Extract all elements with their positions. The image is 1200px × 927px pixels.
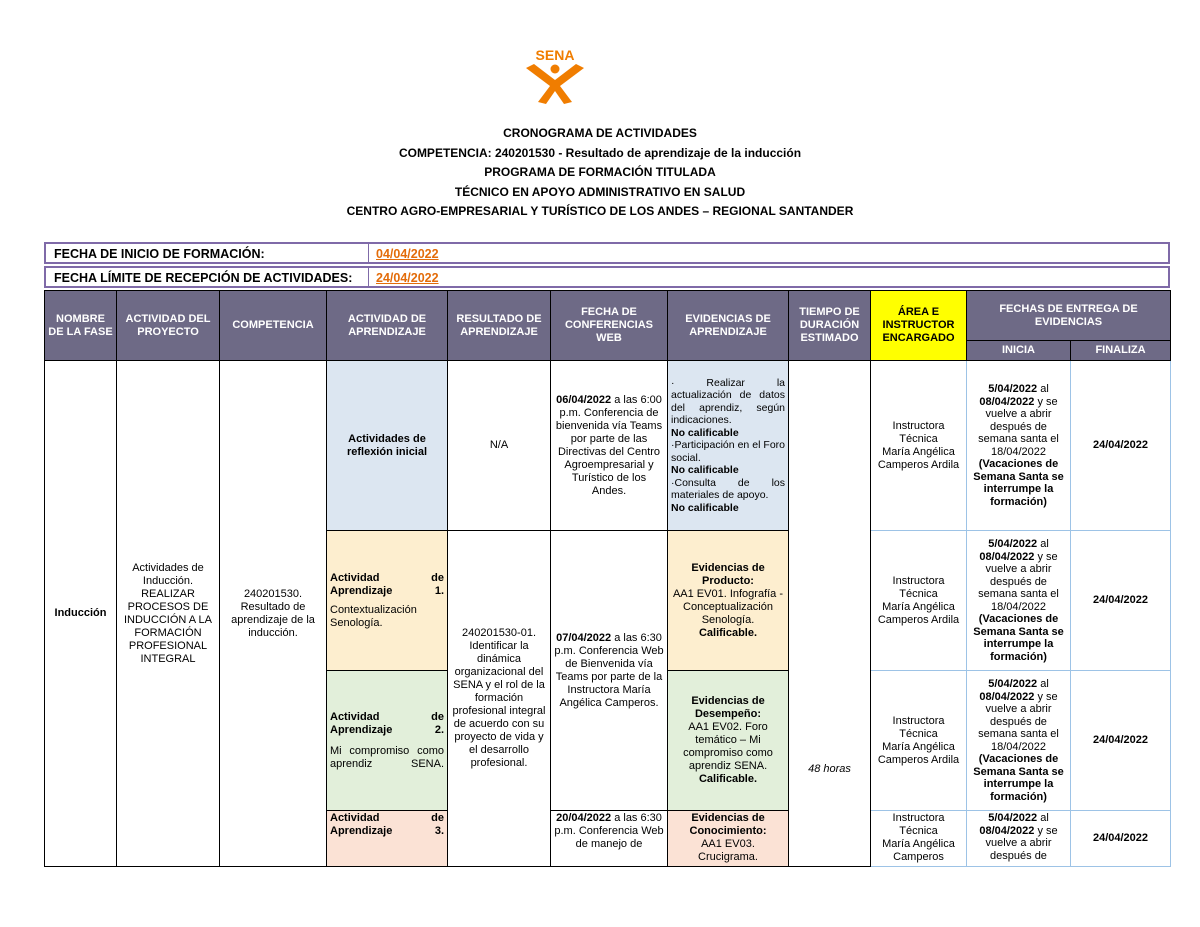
evidencias-2-status: Calificable. bbox=[698, 773, 758, 785]
evidencias-1-type: Evidencias de Producto: bbox=[691, 561, 765, 587]
tiempo-cell: 48 horas bbox=[789, 361, 871, 867]
evidencias-1-status: Calificable. bbox=[698, 626, 758, 639]
sena-logo-text: SENA bbox=[535, 47, 575, 63]
col-fase: NOMBRE DE LA FASE bbox=[45, 291, 117, 361]
evidencia-3: ·Consulta de los materiales de apoyo. bbox=[671, 476, 785, 502]
col-actividad-aprendizaje: ACTIVIDAD DE APRENDIZAJE bbox=[327, 291, 448, 361]
header-centro: CENTRO AGRO-EMPRESARIAL Y TURÍSTICO DE LOS ANDES – REGIONAL SANTANDER bbox=[346, 204, 854, 218]
inicia-note: y se vuelve a abrir después de bbox=[985, 824, 1058, 862]
col-finaliza: FINALIZA bbox=[1071, 341, 1171, 361]
col-actividad-proyecto: ACTIVIDAD DEL PROYECTO bbox=[117, 291, 220, 361]
inicia-date-to: 08/04/2022 bbox=[979, 395, 1035, 408]
fase-cell: Inducción bbox=[45, 361, 117, 867]
conferencia-1-text: a las 6:00 p.m. Conferencia de bienvenida vía Teams por parte de las Directivas del Centro Agroempresarial y Turístico de los Andes. bbox=[555, 393, 663, 497]
col-resultado: RESULTADO DE APRENDIZAJE bbox=[448, 291, 551, 361]
inicia-date-to: 08/04/2022 bbox=[979, 824, 1035, 837]
fecha-limite-value: 24/04/2022 bbox=[376, 271, 439, 285]
conferencia-3 bbox=[551, 811, 668, 867]
inicia-al: al bbox=[1037, 678, 1049, 690]
inicia-al: al bbox=[1037, 812, 1049, 824]
actividad-3-title: Actividad de Aprendizaje 3. bbox=[330, 812, 444, 837]
conferencia-1-date: 06/04/2022 bbox=[556, 393, 612, 406]
conferencia-3-date: 20/04/2022 bbox=[556, 812, 612, 824]
instructor-role: Instructora Técnica bbox=[892, 419, 945, 445]
inicia-note: y se vuelve a abrir después de semana santa el 18/04/2022 bbox=[978, 690, 1059, 753]
evidencias-1-desc: AA1 EV01. Infografía - Conceptualización Senología. bbox=[672, 587, 784, 626]
inicia-date-from: 5/04/2022 bbox=[988, 678, 1038, 690]
finaliza-cell: 24/04/2022 bbox=[1071, 811, 1171, 867]
actividad-reflexion: Actividades de reflexión inicial bbox=[327, 361, 448, 531]
evidencias-reflexion bbox=[668, 361, 789, 531]
inicia-note: y se vuelve a abrir después de semana santa el 18/04/2022 bbox=[978, 550, 1059, 613]
inicia-vacaciones: (Vacaciones de Semana Santa se interrumpe la formación) bbox=[973, 613, 1064, 663]
fecha-inicio-label: FECHA DE INICIO DE FORMACIÓN: bbox=[54, 247, 265, 261]
evidencias-3-desc: AA1 EV03. Crucigrama. bbox=[698, 838, 758, 863]
inicia-al: al bbox=[1037, 383, 1049, 395]
fecha-inicio-row bbox=[44, 242, 1170, 264]
evidencia-2: ·Participación en el Foro social. bbox=[671, 439, 785, 464]
col-area-instructor: ÁREA E INSTRUCTOR ENCARGADO bbox=[871, 291, 967, 361]
competencia-cell: 240201530. Resultado de aprendizaje de la inducción. bbox=[220, 361, 327, 867]
cronograma-table bbox=[44, 290, 1171, 867]
finaliza-cell: 24/04/2022 bbox=[1071, 361, 1171, 531]
conferencia-3-text: a las 6:30 p.m. Conferencia Web de manejo de bbox=[554, 812, 664, 850]
inicia-date-from: 5/04/2022 bbox=[988, 383, 1038, 395]
col-inicia: INICIA bbox=[967, 341, 1071, 361]
evidencia-3-status: No calificable bbox=[671, 501, 739, 514]
sena-logo bbox=[520, 46, 590, 104]
finaliza-cell: 24/04/2022 bbox=[1071, 531, 1171, 671]
inicia-date-to: 08/04/2022 bbox=[979, 690, 1035, 703]
fecha-inicio-value: 04/04/2022 bbox=[376, 247, 439, 261]
evidencia-2-status: No calificable bbox=[671, 464, 739, 477]
evidencias-3-cell bbox=[668, 811, 789, 867]
instructor-name: María Angélica Camperos Ardila bbox=[877, 740, 960, 766]
instructor-cell bbox=[871, 361, 967, 531]
inicia-vacaciones: (Vacaciones de Semana Santa se interrumpe la formación) bbox=[973, 753, 1064, 803]
actividad-1-desc: Contextualización Senología. bbox=[330, 603, 417, 629]
inicia-cell bbox=[967, 811, 1071, 867]
actividad-2-desc: Mi compromiso como aprendiz SENA. bbox=[330, 744, 444, 770]
instructor-cell bbox=[871, 671, 967, 811]
finaliza-cell: 24/04/2022 bbox=[1071, 671, 1171, 811]
evidencias-2-desc: AA1 EV02. Foro temático – Mi compromiso como aprendiz SENA. bbox=[683, 721, 773, 772]
instructor-name: María Angélica Camperos bbox=[882, 838, 955, 863]
actividad-2-title: Actividad de Aprendizaje 2. bbox=[330, 710, 444, 736]
actividad-3-cell bbox=[327, 811, 448, 867]
actividad-1-title: Actividad de Aprendizaje 1. bbox=[330, 571, 444, 597]
evidencias-1-cell bbox=[668, 531, 789, 671]
instructor-cell bbox=[871, 811, 967, 867]
inicia-date-from: 5/04/2022 bbox=[988, 812, 1038, 824]
header-programa: PROGRAMA DE FORMACIÓN TITULADA bbox=[484, 165, 716, 179]
evidencias-2-type: Evidencias de Desempeño: bbox=[691, 695, 765, 720]
instructor-name: María Angélica Camperos Ardila bbox=[877, 445, 960, 471]
resultado-cell: 240201530-01. Identificar la dinámica organizacional del SENA y el rol de la formación profesional integral de acuerdo con su proyecto de vida y el desarrollo profesional. bbox=[448, 531, 551, 867]
inicia-cell bbox=[967, 361, 1071, 531]
instructor-name: María Angélica Camperos Ardila bbox=[877, 600, 960, 626]
evidencia-1: · Realizar la actualización de datos del aprendiz, según indicaciones. bbox=[671, 376, 785, 427]
header-competencia: COMPETENCIA: 240201530 - Resultado de aprendizaje de la inducción bbox=[398, 145, 802, 160]
conferencia-1 bbox=[551, 361, 668, 531]
inicia-cell bbox=[967, 671, 1071, 811]
instructor-role: Instructora Técnica bbox=[892, 812, 945, 837]
fecha-limite-row bbox=[44, 266, 1170, 288]
col-evidencias: EVIDENCIAS DE APRENDIZAJE bbox=[668, 291, 789, 361]
inicia-cell bbox=[967, 531, 1071, 671]
evidencias-3-type: Evidencias de Conocimiento: bbox=[689, 812, 767, 837]
actividad-1-cell bbox=[327, 531, 448, 671]
col-fechas-entrega: FECHAS DE ENTREGA DE EVIDENCIAS bbox=[967, 291, 1171, 341]
inicia-note: y se vuelve a abrir después de semana santa el 18/04/2022 bbox=[978, 395, 1059, 458]
conferencia-2-text: a las 6:30 p.m. Conferencia Web de Bienvenida vía Teams por parte de la Instructora María Angélica Camperos. bbox=[554, 631, 664, 709]
actividad-proyecto-cell: Actividades de Inducción. REALIZAR PROCESOS DE INDUCCIÓN A LA FORMACIÓN PROFESIONAL INTEGRAL bbox=[117, 361, 220, 867]
evidencia-1-status: No calificable bbox=[671, 426, 739, 439]
instructor-role: Instructora Técnica bbox=[892, 714, 945, 740]
evidencias-2-cell bbox=[668, 671, 789, 811]
header-tecnico: TÉCNICO EN APOYO ADMINISTRATIVO EN SALUD bbox=[454, 184, 746, 199]
table-row bbox=[45, 361, 1171, 531]
inicia-vacaciones: (Vacaciones de Semana Santa se interrumpe la formación) bbox=[973, 458, 1064, 508]
inicia-date-from: 5/04/2022 bbox=[988, 538, 1038, 550]
resultado-na: N/A bbox=[448, 361, 551, 531]
conferencia-2 bbox=[551, 531, 668, 811]
inicia-al: al bbox=[1037, 538, 1049, 550]
header-title: CRONOGRAMA DE ACTIVIDADES bbox=[503, 126, 697, 140]
actividad-2-cell bbox=[327, 671, 448, 811]
conferencia-2-date: 07/04/2022 bbox=[556, 631, 612, 644]
instructor-cell bbox=[871, 531, 967, 671]
col-competencia: COMPETENCIA bbox=[220, 291, 327, 361]
document-header bbox=[0, 124, 1200, 222]
inicia-date-to: 08/04/2022 bbox=[979, 550, 1035, 563]
col-tiempo: TIEMPO DE DURACIÓN ESTIMADO bbox=[789, 291, 871, 361]
fecha-limite-label: FECHA LÍMITE DE RECEPCIÓN DE ACTIVIDADES: bbox=[54, 271, 353, 285]
instructor-role: Instructora Técnica bbox=[892, 574, 945, 600]
col-fecha-conferencias: FECHA DE CONFERENCIAS WEB bbox=[551, 291, 668, 361]
